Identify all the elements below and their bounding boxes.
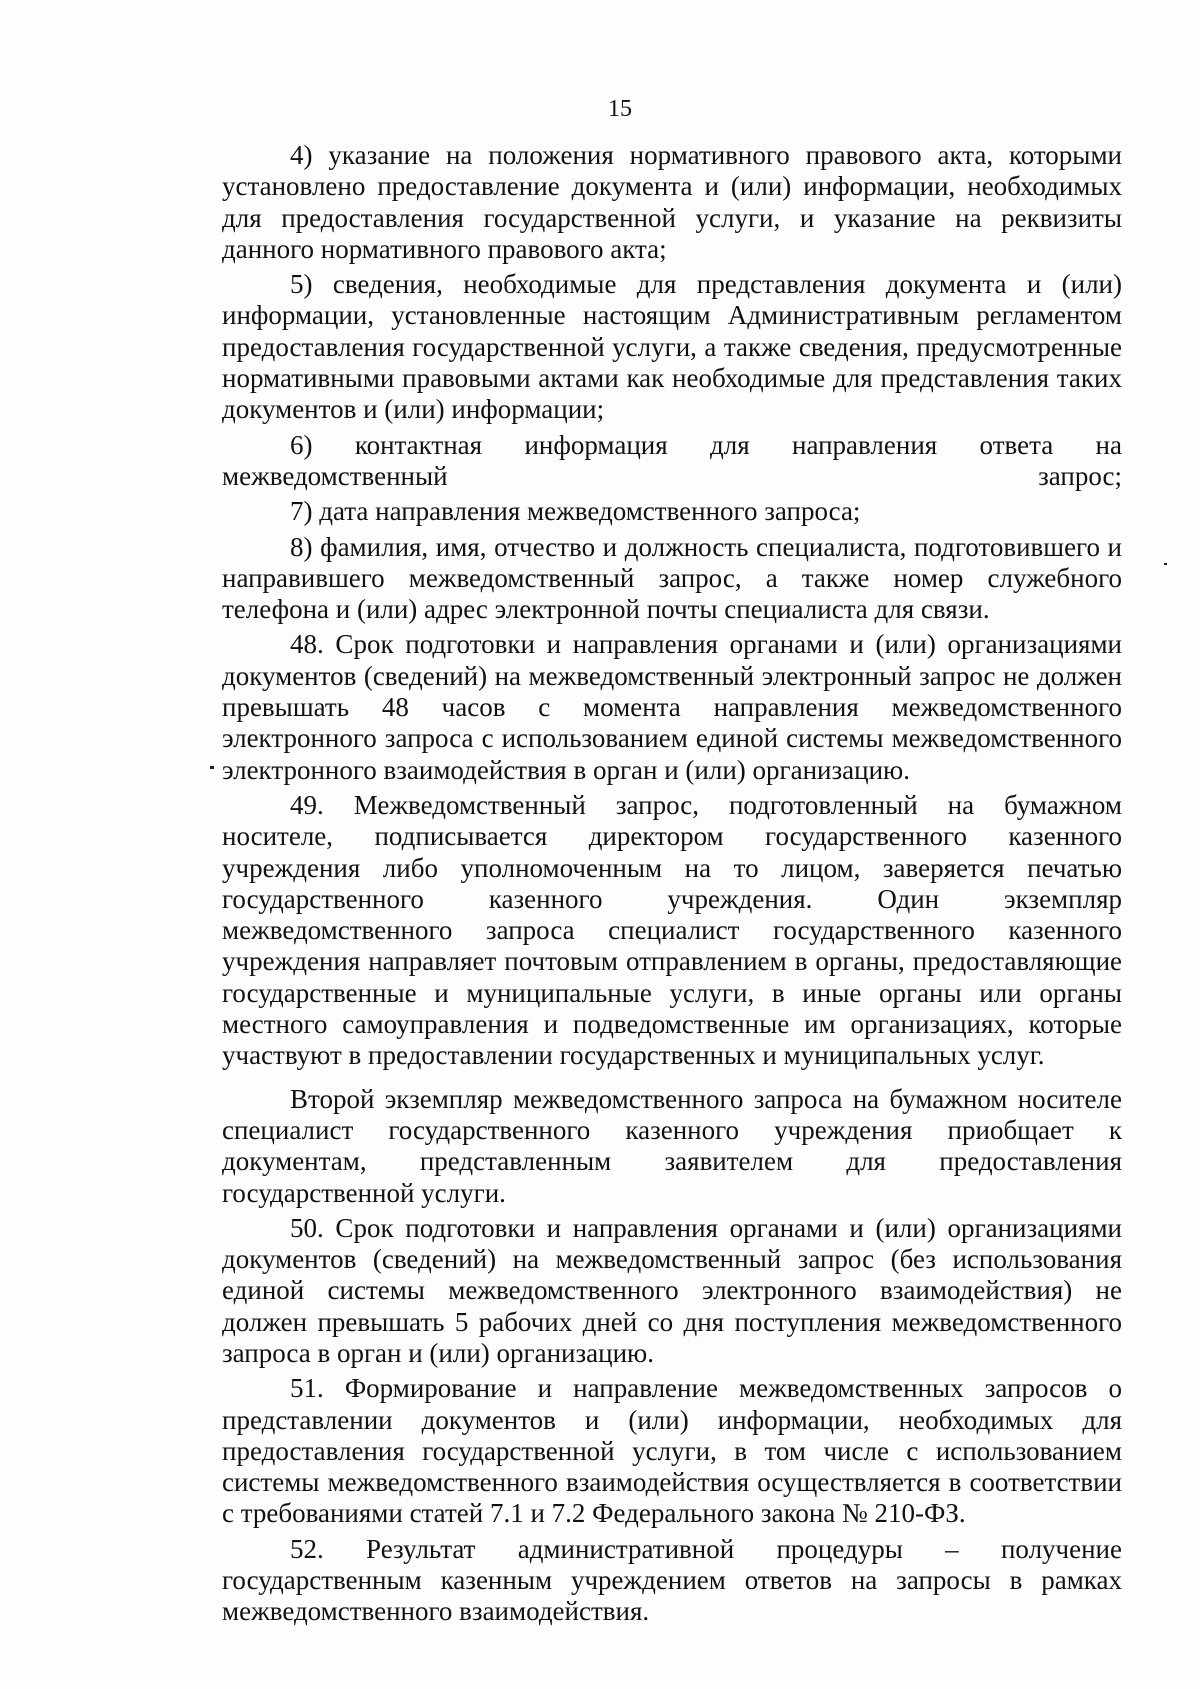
paragraph-item-6: 6) контактная информация для направления ответа на межведомственный запрос; — [222, 429, 1122, 491]
paragraph-item-5: 5) сведения, необходимые для представления документа и (или) информации, установленные настоящим Административным регламентом предоставления государственной услуги, а также сведения, предусмотренные нормативными правовыми актами как необходимые для представления таких документов и (или) информации; — [222, 269, 1122, 425]
document-body — [222, 140, 1122, 1632]
paragraph-48: 48. Срок подготовки и направления органами и (или) организациями документов (сведений) на межведомственный электронный запрос не должен превышать 48 часов с момента направления межведомственного электронного запроса с использованием единой системы межведомственного электронного взаимодействия в орган и (или) организацию. — [222, 629, 1122, 785]
scan-speck-right — [1164, 563, 1167, 565]
paragraph-52: 52. Результат административной процедуры – получение государственным казенным учреждением ответов на запросы в рамках межведомственного взаимодействия. — [222, 1533, 1122, 1627]
paragraph-50: 50. Срок подготовки и направления органами и (или) организациями документов (сведений) на межведомственный запрос (без использования единой системы межведомственного электронного взаимодействия) не должен превышать 5 рабочих дней со дня поступления межведомственного запроса в орган и (или) организацию. — [222, 1212, 1122, 1368]
paragraph-51: 51. Формирование и направление межведомственных запросов о представлении документов и (или) информации, необходимых для предоставления государственной услуги, в том числе с использованием системы межведомственного взаимодействия осуществляется в соответствии с требованиями статей 7.1 и 7.2 Федерального закона № 210-ФЗ. — [222, 1373, 1122, 1529]
scan-speck-left — [210, 766, 214, 769]
page-number: 15 — [608, 96, 632, 122]
paragraph-item-8: 8) фамилия, имя, отчество и должность специалиста, подготовившего и направившего межведомственный запрос, а также номер служебного телефона и (или) адрес электронной почты специалиста для связи. — [222, 531, 1122, 625]
paragraph-49: 49. Межведомственный запрос, подготовленный на бумажном носителе, подписывается директором государственного казенного учреждения либо уполномоченным на то лицом, заверяется печатью государственного казенного учреждения. Один экземпляр межведомственного запроса специалист государственного казенного учреждения направляет почтовым отправлением в органы, предоставляющие государственные и муниципальные услуги, в иные органы или органы местного самоуправления и подведомственные им организациях, которые участвуют в предоставлении государственных и муниципальных услуг. — [222, 789, 1122, 1071]
paragraph-49-second-copy: Второй экземпляр межведомственного запроса на бумажном носителе специалист государственного казенного учреждения приобщает к документам, представленным заявителем для предоставления государственной услуги. — [222, 1083, 1122, 1208]
paragraph-item-7: 7) дата направления межведомственного запроса; — [290, 496, 861, 527]
paragraph-item-4: 4) указание на положения нормативного правового акта, которыми установлено предоставление документа и (или) информации, необходимых для предоставления государственной услуги, и указание на реквизиты данного нормативного правового акта; — [222, 140, 1122, 264]
